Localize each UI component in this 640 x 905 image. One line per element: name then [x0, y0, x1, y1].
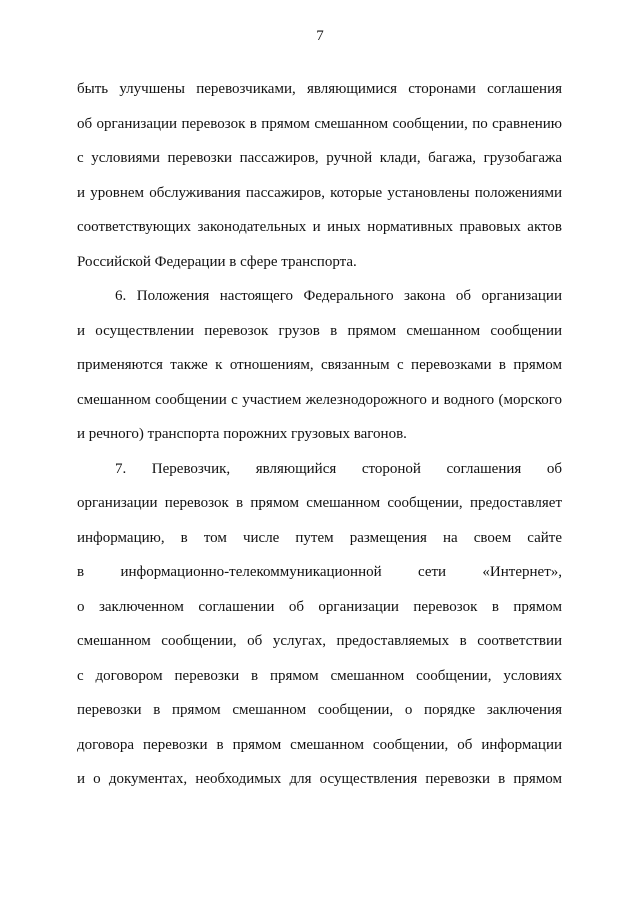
- text-line: Российской Федерации в сфере транспорта.: [77, 254, 357, 270]
- text-line: информацию, в том числе путем размещения на своем сайте: [77, 530, 562, 546]
- text-line: с договором перевозки в прямом смешанном сообщении, условиях: [77, 668, 562, 684]
- text-line: перевозки в прямом смешанном сообщении, о порядке заключения: [77, 702, 562, 718]
- text-line: организации перевозок в прямом смешанном сообщении, предоставляет: [77, 495, 562, 511]
- page-number: 7: [316, 28, 324, 44]
- text-line: применяются также к отношениям, связанным с перевозками в прямом: [77, 357, 562, 373]
- text-line: и осуществлении перевозок грузов в прямом смешанном сообщении: [77, 323, 562, 339]
- text-line: и о документах, необходимых для осуществления перевозки в прямом: [77, 771, 562, 787]
- text-line: в информационно-телекоммуникационной сети «Интернет»,: [77, 564, 562, 580]
- text-line: смешанном сообщении с участием железнодорожного и водного (морского: [77, 392, 562, 408]
- text-line: договора перевозки в прямом смешанном сообщении, об информации: [77, 737, 562, 753]
- text-line: быть улучшены перевозчиками, являющимися сторонами соглашения: [77, 81, 562, 97]
- text-line: смешанном сообщении, об услугах, предоставляемых в соответствии: [77, 633, 562, 649]
- text-line: о заключенном соглашении об организации перевозок в прямом: [77, 599, 562, 615]
- text-line: об организации перевозок в прямом смешанном сообщении, по сравнению: [77, 116, 562, 132]
- text-line: и уровнем обслуживания пассажиров, которые установлены положениями: [77, 185, 562, 201]
- text-line: соответствующих законодательных и иных нормативных правовых актов: [77, 219, 562, 235]
- text-line: и речного) транспорта порожних грузовых вагонов.: [77, 426, 407, 442]
- paragraph-7-first-line: 7. Перевозчик, являющийся стороной соглашения об: [115, 461, 562, 477]
- paragraph-6-first-line: 6. Положения настоящего Федерального закона об организации: [115, 288, 562, 304]
- text-line: с условиями перевозки пассажиров, ручной клади, багажа, грузобагажа: [77, 150, 562, 166]
